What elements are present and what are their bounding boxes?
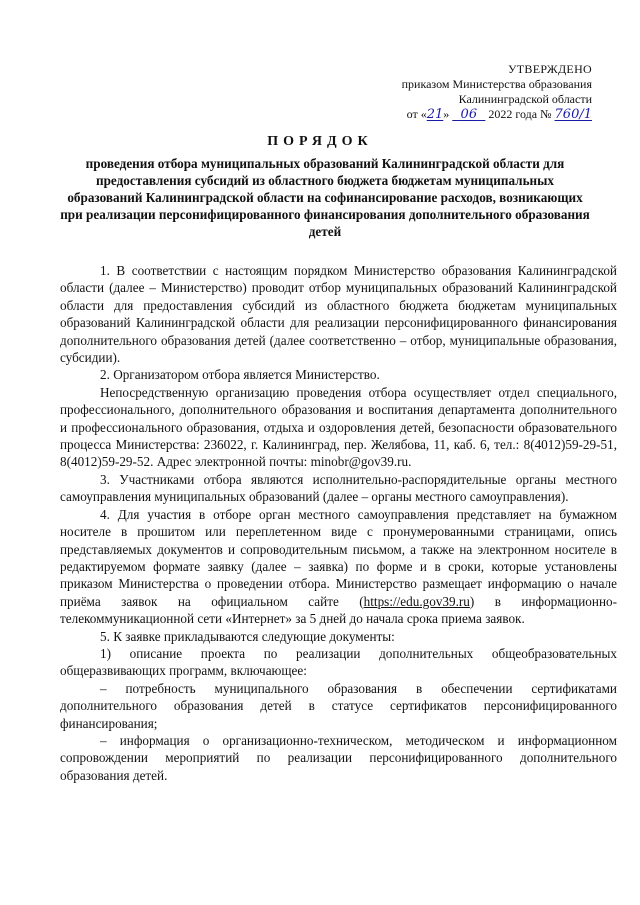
handwritten-month: 06 (460, 107, 478, 122)
date-separator: » (443, 107, 450, 121)
document-title: ПОРЯДОК (267, 134, 373, 149)
handwritten-order-number: 760/1 (554, 107, 592, 122)
paragraph-9: – информация о организационно-техническом, методическом и информационном сопровождении мероприятий по реализации персонифицированного дополнительного образования детей. (60, 732, 617, 783)
approval-region-line: Калининградской области (458, 92, 592, 106)
approval-heading: УТВЕРЖДЕНО (507, 62, 592, 76)
paragraph-1: 1. В соответствии с настоящим порядком Министерство образования Калининградской области (далее – Министерство) проводит отбор муниципальных образований Калининградской области для предоставления субсидий из областного бюджета бюджетам муниципальных образований Калининградской области для реализации персонифицированного финансирования дополнительного образования детей (далее соответственно – отбор, муниципальные образования, субсидии). (60, 263, 617, 366)
approval-date-line (342, 107, 592, 122)
paragraph-2: 2. Организатором отбора является Министерство. (100, 367, 380, 383)
approval-order-line: приказом Министерства образования (401, 77, 592, 91)
paragraph-4: 3. Участниками отбора являются исполнительно-распорядительные органы местного самоуправления муниципальных образований (далее – органы местного самоуправления). (60, 471, 617, 505)
handwritten-day: 21 (426, 107, 444, 122)
paragraph-6: 5. К заявке прикладываются следующие документы: (100, 628, 395, 644)
date-prefix: от « (406, 107, 427, 121)
date-year-text: 2022 года № (488, 107, 552, 121)
document-body (60, 262, 617, 784)
edu-site-link[interactable]: https://edu.gov39.ru (363, 593, 470, 609)
paragraph-8: – потребность муниципального образования в обеспечении сертификатами дополнительного образования детей в статусе сертификатов персонифицированного финансирования; (60, 680, 617, 731)
paragraph-3: Непосредственную организацию проведения отбора осуществляет отдел специального, профессионального, дополнительного образования и воспитания департамента дополнительного и профессионального образования, отдыха и оздоровления детей, безопасности образовательного процесса Министерства: 236022, г. Калининград, пер. Желябова, 11, каб. 6, тел.: 8(4012)59-29-51, 8(4012)59-29-52. Адрес электронной почты: minobr@gov39.ru. (60, 384, 617, 470)
paragraph-5: 4. Для участия в отборе орган местного самоуправления представляет на бумажном носителе в прошитом или переплетенном виде с пронумерованными страницами, опись представляемых документов и сопроводительным письмом, а также на электронном носителе в редактируемом формате заявку (далее – заявка) по форме и в сроки, которые установлены приказом Министерства о проведении отбора. Министерство размещает информацию о начале приёма заявок на официальном сайте (https://edu.gov39.ru) в информационно-телекоммуникационной сети «Интернет» за 5 дней до начала срока приема заявок. (60, 506, 617, 627)
approval-stamp (342, 62, 592, 122)
document-subtitle: проведения отбора муниципальных образований Калининградской области для предоставления субсидий из областного бюджета бюджетам муниципальных образований Калининградской области на софинансирование расходов, возникающих при реализации персонифицированного финансирования дополнительного образования детей (60, 156, 590, 239)
paragraph-7: 1) описание проекта по реализации дополнительных общеобразовательных общеразвивающих программ, включающее: (60, 645, 617, 679)
